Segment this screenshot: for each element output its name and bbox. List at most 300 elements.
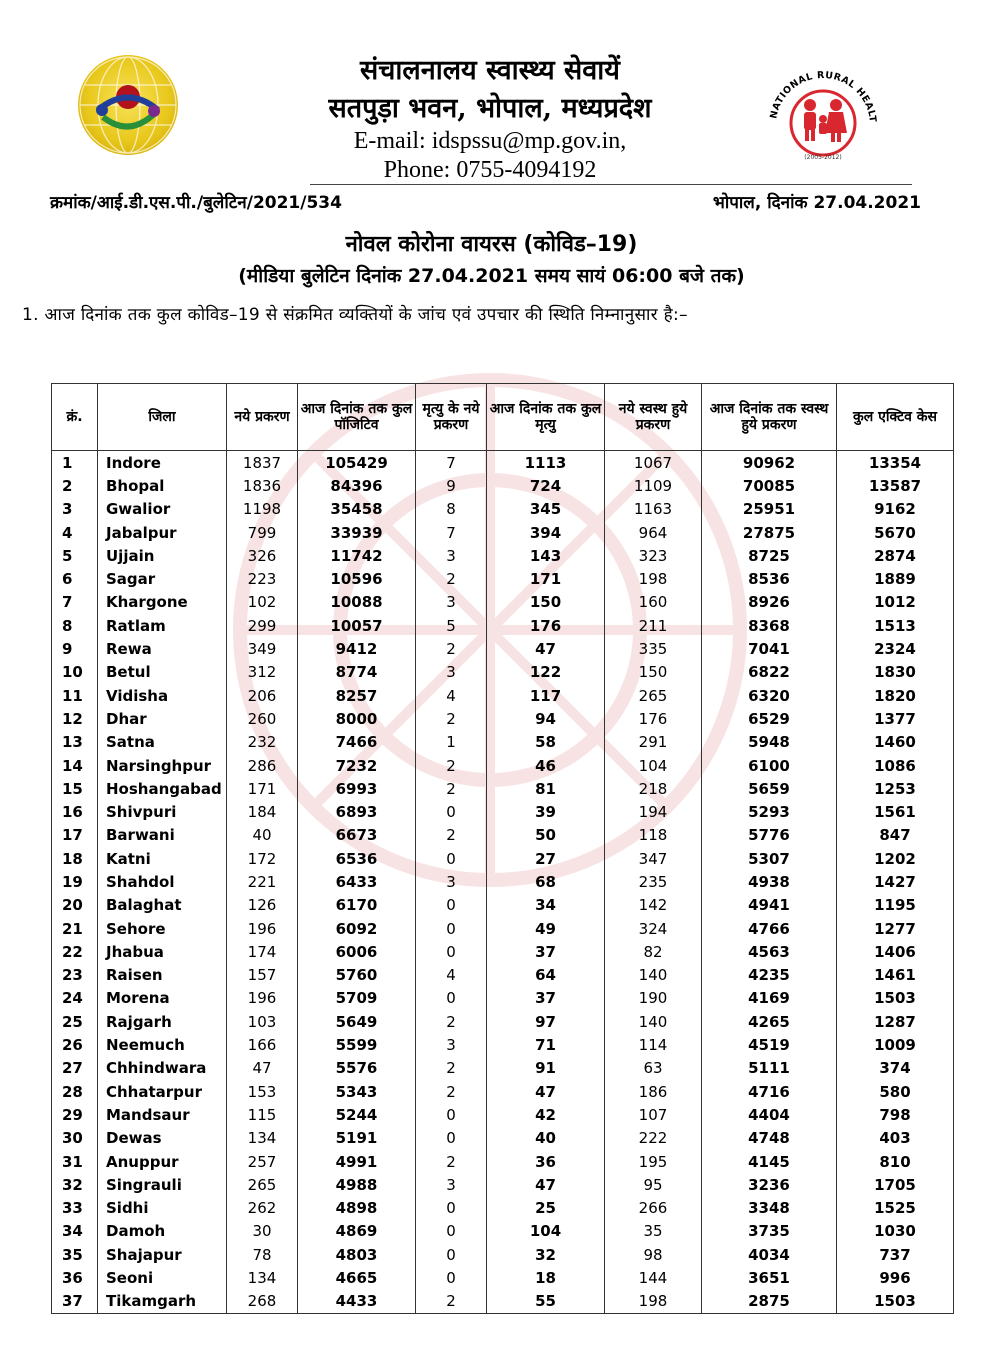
district-cell: Chhatarpur (98, 1080, 227, 1103)
value-cell: 312 (227, 661, 298, 684)
table-row (52, 1080, 954, 1103)
value-cell: 172 (227, 847, 298, 870)
value-cell: 115 (227, 1103, 298, 1126)
value-cell: 8725 (702, 544, 837, 567)
value-cell: 134 (227, 1127, 298, 1150)
value-cell: 847 (837, 824, 954, 847)
table-row (52, 544, 954, 567)
value-cell: 4941 (702, 894, 837, 917)
district-cell: Khargone (98, 591, 227, 614)
value-cell: 40 (227, 824, 298, 847)
value-cell: 4519 (702, 1033, 837, 1056)
value-cell: 8257 (298, 684, 416, 707)
value-cell: 2324 (837, 637, 954, 660)
value-cell: 7 (416, 521, 487, 544)
table-row (52, 987, 954, 1010)
value-cell: 1889 (837, 567, 954, 590)
value-cell: 1377 (837, 707, 954, 730)
value-cell: 55 (487, 1290, 605, 1314)
value-cell: 4 (416, 964, 487, 987)
serial-cell: 30 (52, 1127, 98, 1150)
value-cell: 150 (605, 661, 702, 684)
serial-cell: 37 (52, 1290, 98, 1314)
value-cell: 176 (605, 707, 702, 730)
district-cell: Sidhi (98, 1197, 227, 1220)
district-cell: Rajgarh (98, 1010, 227, 1033)
value-cell: 265 (605, 684, 702, 707)
district-cell: Seoni (98, 1266, 227, 1289)
value-cell: 103 (227, 1010, 298, 1033)
value-cell: 349 (227, 637, 298, 660)
value-cell: 222 (605, 1127, 702, 1150)
value-cell: 64 (487, 964, 605, 987)
value-cell: 1163 (605, 498, 702, 521)
value-cell: 47 (487, 637, 605, 660)
district-cell: Dhar (98, 707, 227, 730)
value-cell: 4898 (298, 1197, 416, 1220)
table-row (52, 940, 954, 963)
value-cell: 4803 (298, 1243, 416, 1266)
value-cell: 345 (487, 498, 605, 521)
svg-text:(2005-2012): (2005-2012) (804, 154, 842, 161)
value-cell: 1009 (837, 1033, 954, 1056)
serial-cell: 11 (52, 684, 98, 707)
value-cell: 134 (227, 1266, 298, 1289)
value-cell: 195 (605, 1150, 702, 1173)
column-header: आज दिनांक तक स्वस्थ हुये प्रकरण (702, 384, 837, 451)
district-cell: Tikamgarh (98, 1290, 227, 1314)
value-cell: 196 (227, 987, 298, 1010)
value-cell: 6006 (298, 940, 416, 963)
value-cell: 150 (487, 591, 605, 614)
value-cell: 5709 (298, 987, 416, 1010)
serial-cell: 36 (52, 1266, 98, 1289)
table-row (52, 637, 954, 660)
table-row (52, 1290, 954, 1314)
value-cell: 2874 (837, 544, 954, 567)
bulletin-subtitle: (मीडिया बुलेटिन दिनांक 27.04.2021 समय सायं 06:00 बजे तक) (238, 265, 745, 287)
table-row (52, 1220, 954, 1243)
value-cell: 81 (487, 777, 605, 800)
value-cell: 5776 (702, 824, 837, 847)
serial-cell: 13 (52, 731, 98, 754)
value-cell: 1086 (837, 754, 954, 777)
value-cell: 9 (416, 474, 487, 497)
district-cell: Sagar (98, 567, 227, 590)
serial-cell: 27 (52, 1057, 98, 1080)
value-cell: 5659 (702, 777, 837, 800)
district-cell: Rewa (98, 637, 227, 660)
value-cell: 2 (416, 777, 487, 800)
serial-cell: 10 (52, 661, 98, 684)
value-cell: 166 (227, 1033, 298, 1056)
value-cell: 964 (605, 521, 702, 544)
value-cell: 47 (227, 1057, 298, 1080)
district-cell: Shahdol (98, 870, 227, 893)
table-row (52, 567, 954, 590)
value-cell: 27875 (702, 521, 837, 544)
serial-cell: 28 (52, 1080, 98, 1103)
district-cell: Shivpuri (98, 800, 227, 823)
value-cell: 1287 (837, 1010, 954, 1033)
value-cell: 265 (227, 1173, 298, 1196)
value-cell: 6170 (298, 894, 416, 917)
serial-cell: 23 (52, 964, 98, 987)
value-cell: 799 (227, 521, 298, 544)
district-cell: Chhindwara (98, 1057, 227, 1080)
value-cell: 8 (416, 498, 487, 521)
value-cell: 142 (605, 894, 702, 917)
value-cell: 6529 (702, 707, 837, 730)
column-header: जिला (98, 384, 227, 451)
serial-cell: 35 (52, 1243, 98, 1266)
value-cell: 0 (416, 1127, 487, 1150)
table-row (52, 661, 954, 684)
value-cell: 68 (487, 870, 605, 893)
value-cell: 5948 (702, 731, 837, 754)
value-cell: 1503 (837, 1290, 954, 1314)
value-cell: 4235 (702, 964, 837, 987)
value-cell: 2875 (702, 1290, 837, 1314)
value-cell: 42 (487, 1103, 605, 1126)
table-row (52, 894, 954, 917)
value-cell: 46 (487, 754, 605, 777)
value-cell: 6092 (298, 917, 416, 940)
idsp-logo (78, 55, 178, 155)
value-cell: 18 (487, 1266, 605, 1289)
value-cell: 105429 (298, 451, 416, 475)
value-cell: 4169 (702, 987, 837, 1010)
value-cell: 266 (605, 1197, 702, 1220)
value-cell: 8536 (702, 567, 837, 590)
value-cell: 37 (487, 987, 605, 1010)
value-cell: 2 (416, 824, 487, 847)
table-row (52, 1127, 954, 1150)
value-cell: 0 (416, 987, 487, 1010)
value-cell: 104 (605, 754, 702, 777)
district-cell: Gwalior (98, 498, 227, 521)
district-cell: Morena (98, 987, 227, 1010)
value-cell: 58 (487, 731, 605, 754)
value-cell: 1202 (837, 847, 954, 870)
value-cell: 7041 (702, 637, 837, 660)
value-cell: 36 (487, 1150, 605, 1173)
table-row (52, 684, 954, 707)
covid-district-table (51, 383, 954, 1314)
value-cell: 10596 (298, 567, 416, 590)
district-cell: Satna (98, 731, 227, 754)
value-cell: 5760 (298, 964, 416, 987)
serial-cell: 5 (52, 544, 98, 567)
value-cell: 374 (837, 1057, 954, 1080)
value-cell: 323 (605, 544, 702, 567)
value-cell: 32 (487, 1243, 605, 1266)
table-row (52, 1266, 954, 1289)
district-cell: Ratlam (98, 614, 227, 637)
value-cell: 0 (416, 1197, 487, 1220)
value-cell: 25951 (702, 498, 837, 521)
letterhead (0, 0, 983, 230)
serial-cell: 21 (52, 917, 98, 940)
serial-cell: 3 (52, 498, 98, 521)
value-cell: 5599 (298, 1033, 416, 1056)
value-cell: 232 (227, 731, 298, 754)
bulletin-date: भोपाल, दिनांक 27.04.2021 (712, 193, 921, 213)
table-row (52, 1173, 954, 1196)
table-row (52, 870, 954, 893)
column-header: कुल एक्टिव केस (837, 384, 954, 451)
district-cell: Bhopal (98, 474, 227, 497)
value-cell: 184 (227, 800, 298, 823)
value-cell: 6993 (298, 777, 416, 800)
serial-cell: 34 (52, 1220, 98, 1243)
table-row (52, 847, 954, 870)
header-divider (310, 184, 912, 185)
value-cell: 724 (487, 474, 605, 497)
value-cell: 3 (416, 870, 487, 893)
value-cell: 0 (416, 940, 487, 963)
district-cell: Ujjain (98, 544, 227, 567)
table-row (52, 777, 954, 800)
value-cell: 30 (227, 1220, 298, 1243)
value-cell: 90962 (702, 451, 837, 475)
value-cell: 2 (416, 754, 487, 777)
value-cell: 810 (837, 1150, 954, 1173)
value-cell: 580 (837, 1080, 954, 1103)
department-email: E-mail: idspssu@mp.gov.in, (353, 128, 627, 154)
value-cell: 324 (605, 917, 702, 940)
value-cell: 47 (487, 1173, 605, 1196)
value-cell: 1012 (837, 591, 954, 614)
value-cell: 4869 (298, 1220, 416, 1243)
value-cell: 194 (605, 800, 702, 823)
value-cell: 3 (416, 591, 487, 614)
value-cell: 1461 (837, 964, 954, 987)
department-name: संचालनालय स्वास्थ्य सेवायें (360, 55, 620, 86)
value-cell: 5307 (702, 847, 837, 870)
serial-cell: 31 (52, 1150, 98, 1173)
value-cell: 4748 (702, 1127, 837, 1150)
serial-cell: 32 (52, 1173, 98, 1196)
value-cell: 33939 (298, 521, 416, 544)
value-cell: 198 (605, 1290, 702, 1314)
serial-cell: 14 (52, 754, 98, 777)
value-cell: 104 (487, 1220, 605, 1243)
serial-cell: 1 (52, 451, 98, 475)
value-cell: 291 (605, 731, 702, 754)
value-cell: 9162 (837, 498, 954, 521)
value-cell: 63 (605, 1057, 702, 1080)
nrhm-logo (758, 55, 888, 165)
value-cell: 71 (487, 1033, 605, 1056)
value-cell: 3236 (702, 1173, 837, 1196)
value-cell: 5244 (298, 1103, 416, 1126)
value-cell: 84396 (298, 474, 416, 497)
value-cell: 8774 (298, 661, 416, 684)
value-cell: 6100 (702, 754, 837, 777)
value-cell: 4988 (298, 1173, 416, 1196)
value-cell: 2 (416, 1080, 487, 1103)
value-cell: 1837 (227, 451, 298, 475)
value-cell: 5191 (298, 1127, 416, 1150)
district-cell: Mandsaur (98, 1103, 227, 1126)
value-cell: 1513 (837, 614, 954, 637)
value-cell: 3735 (702, 1220, 837, 1243)
value-cell: 4265 (702, 1010, 837, 1033)
value-cell: 91 (487, 1057, 605, 1080)
serial-cell: 7 (52, 591, 98, 614)
value-cell: 1561 (837, 800, 954, 823)
serial-cell: 15 (52, 777, 98, 800)
value-cell: 3 (416, 661, 487, 684)
value-cell: 3348 (702, 1197, 837, 1220)
value-cell: 206 (227, 684, 298, 707)
value-cell: 11742 (298, 544, 416, 567)
value-cell: 78 (227, 1243, 298, 1266)
svg-text:NATIONAL RURAL HEALTH MISSION: NATIONAL RURAL HEALT (768, 69, 879, 124)
department-phone: Phone: 0755-4094192 (383, 157, 597, 183)
district-cell: Hoshangabad (98, 777, 227, 800)
intro-text: 1. आज दिनांक तक कुल कोविड–19 से संक्रमित व्यक्तियों के जांच एवं उपचार की स्थिति निम्नानुसार है:– (22, 305, 688, 325)
value-cell: 70085 (702, 474, 837, 497)
value-cell: 4665 (298, 1266, 416, 1289)
bulletin-reference: क्रमांक/आई.डी.एस.पी./बुलेटिन/2021/534 (50, 193, 342, 213)
value-cell: 35 (605, 1220, 702, 1243)
serial-cell: 33 (52, 1197, 98, 1220)
value-cell: 1113 (487, 451, 605, 475)
column-header: मृत्यु के नये प्रकरण (416, 384, 487, 451)
value-cell: 2 (416, 637, 487, 660)
value-cell: 4991 (298, 1150, 416, 1173)
district-cell: Barwani (98, 824, 227, 847)
value-cell: 34 (487, 894, 605, 917)
value-cell: 737 (837, 1243, 954, 1266)
table-row (52, 474, 954, 497)
value-cell: 1406 (837, 940, 954, 963)
value-cell: 403 (837, 1127, 954, 1150)
value-cell: 6320 (702, 684, 837, 707)
value-cell: 1030 (837, 1220, 954, 1243)
value-cell: 4716 (702, 1080, 837, 1103)
bulletin-title: नोवल कोरोना वायरस (कोविड–19) (345, 232, 638, 257)
value-cell: 4766 (702, 917, 837, 940)
value-cell: 6673 (298, 824, 416, 847)
value-cell: 0 (416, 1243, 487, 1266)
value-cell: 1109 (605, 474, 702, 497)
value-cell: 335 (605, 637, 702, 660)
value-cell: 223 (227, 567, 298, 590)
value-cell: 27 (487, 847, 605, 870)
value-cell: 13587 (837, 474, 954, 497)
serial-cell: 8 (52, 614, 98, 637)
value-cell: 1198 (227, 498, 298, 521)
serial-cell: 22 (52, 940, 98, 963)
value-cell: 0 (416, 917, 487, 940)
value-cell: 95 (605, 1173, 702, 1196)
value-cell: 5293 (702, 800, 837, 823)
district-cell: Jabalpur (98, 521, 227, 544)
value-cell: 7 (416, 451, 487, 475)
value-cell: 235 (605, 870, 702, 893)
serial-cell: 12 (52, 707, 98, 730)
value-cell: 5 (416, 614, 487, 637)
value-cell: 97 (487, 1010, 605, 1033)
column-header: क्रं. (52, 384, 98, 451)
value-cell: 82 (605, 940, 702, 963)
value-cell: 176 (487, 614, 605, 637)
value-cell: 0 (416, 1103, 487, 1126)
nrhm-emblem-icon (758, 55, 888, 165)
district-cell: Neemuch (98, 1033, 227, 1056)
value-cell: 10057 (298, 614, 416, 637)
value-cell: 7466 (298, 731, 416, 754)
serial-cell: 16 (52, 800, 98, 823)
value-cell: 190 (605, 987, 702, 1010)
value-cell: 5343 (298, 1080, 416, 1103)
globe-icon (78, 55, 178, 155)
table-row (52, 800, 954, 823)
value-cell: 1705 (837, 1173, 954, 1196)
table-row (52, 1243, 954, 1266)
value-cell: 1503 (837, 987, 954, 1010)
value-cell: 4145 (702, 1150, 837, 1173)
table-row (52, 521, 954, 544)
serial-cell: 25 (52, 1010, 98, 1033)
value-cell: 102 (227, 591, 298, 614)
value-cell: 1830 (837, 661, 954, 684)
value-cell: 171 (227, 777, 298, 800)
value-cell: 143 (487, 544, 605, 567)
table-row (52, 1197, 954, 1220)
value-cell: 299 (227, 614, 298, 637)
value-cell: 3 (416, 1033, 487, 1056)
value-cell: 0 (416, 1266, 487, 1289)
value-cell: 262 (227, 1197, 298, 1220)
value-cell: 144 (605, 1266, 702, 1289)
value-cell: 2 (416, 707, 487, 730)
column-header: नये स्वस्थ हुये प्रकरण (605, 384, 702, 451)
value-cell: 171 (487, 567, 605, 590)
value-cell: 211 (605, 614, 702, 637)
table-row (52, 754, 954, 777)
value-cell: 221 (227, 870, 298, 893)
table-row (52, 1010, 954, 1033)
value-cell: 5670 (837, 521, 954, 544)
district-cell: Indore (98, 451, 227, 475)
table-row (52, 824, 954, 847)
value-cell: 0 (416, 800, 487, 823)
value-cell: 6822 (702, 661, 837, 684)
value-cell: 140 (605, 1010, 702, 1033)
serial-cell: 24 (52, 987, 98, 1010)
value-cell: 2 (416, 1150, 487, 1173)
table-row (52, 1033, 954, 1056)
column-header: आज दिनांक तक कुल मृत्यु (487, 384, 605, 451)
value-cell: 118 (605, 824, 702, 847)
serial-cell: 29 (52, 1103, 98, 1126)
table-row (52, 451, 954, 475)
value-cell: 186 (605, 1080, 702, 1103)
value-cell: 5576 (298, 1057, 416, 1080)
serial-cell: 17 (52, 824, 98, 847)
value-cell: 4404 (702, 1103, 837, 1126)
value-cell: 996 (837, 1266, 954, 1289)
value-cell: 0 (416, 894, 487, 917)
value-cell: 8926 (702, 591, 837, 614)
value-cell: 394 (487, 521, 605, 544)
table-row (52, 1057, 954, 1080)
value-cell: 1460 (837, 731, 954, 754)
